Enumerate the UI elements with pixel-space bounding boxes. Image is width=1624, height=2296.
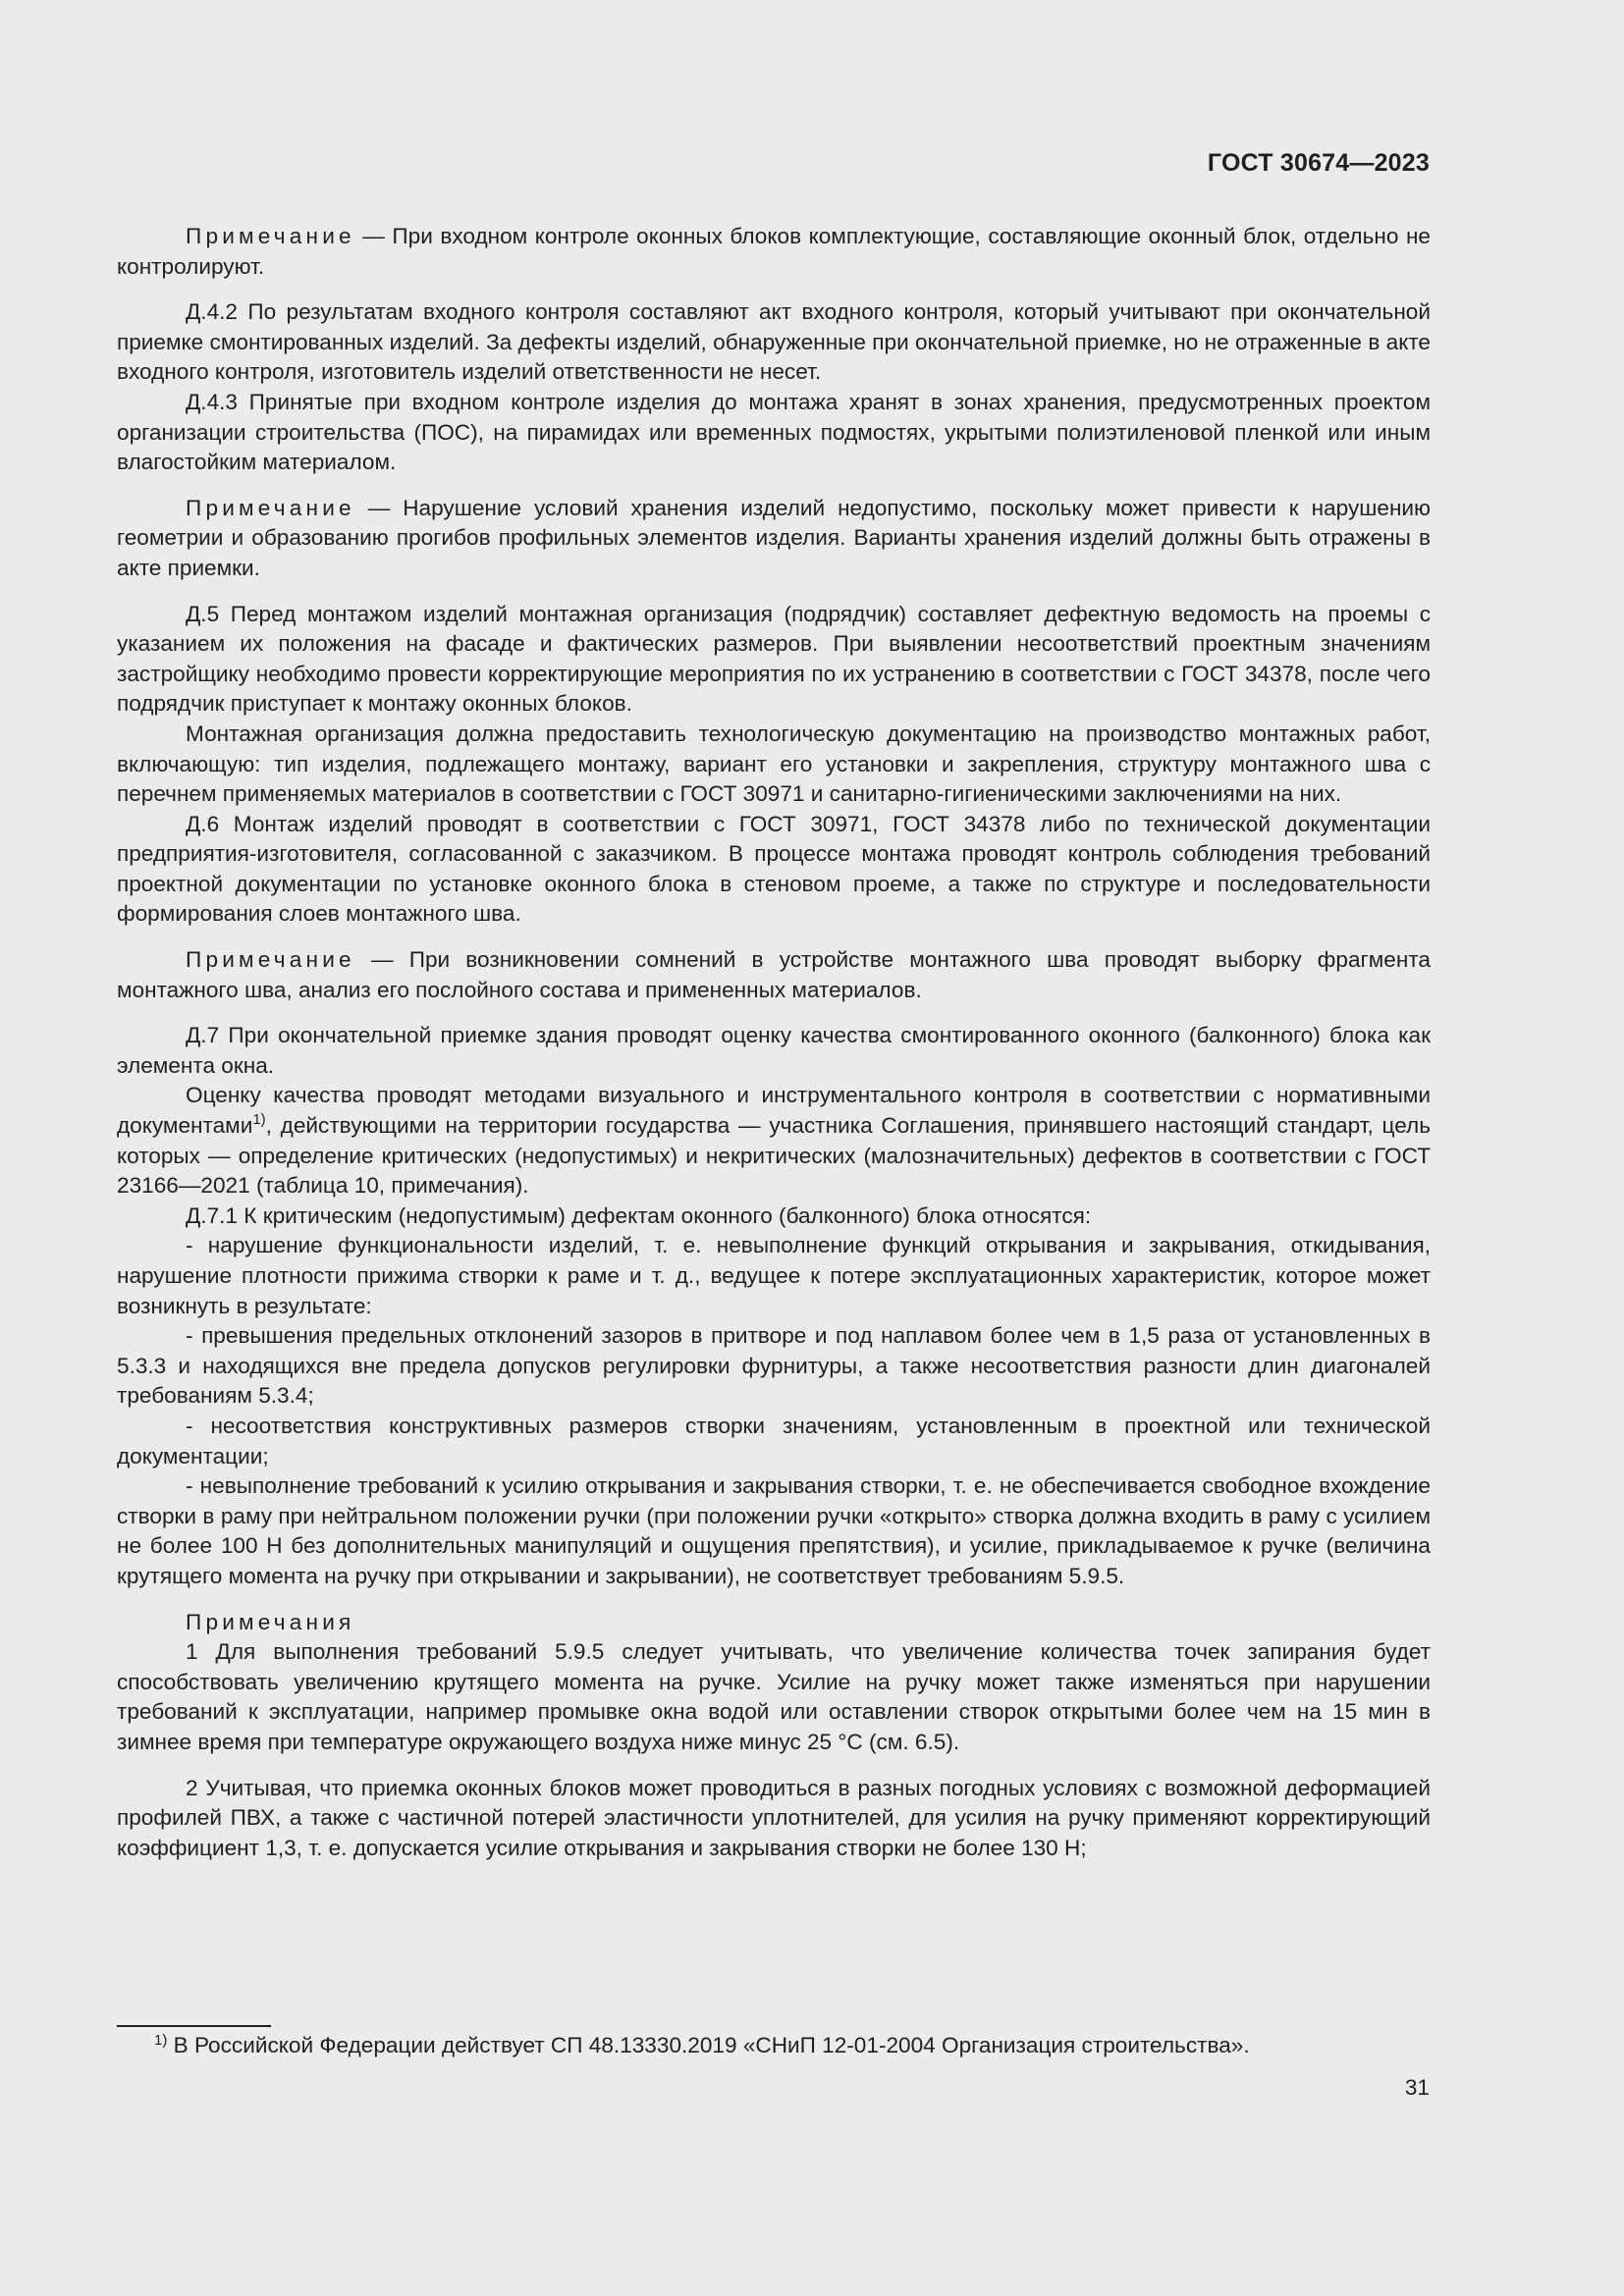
- notes-label: Примечания: [186, 1609, 355, 1634]
- footnote-marker: 1): [154, 2032, 168, 2049]
- note-text: — Нарушение условий хранения изделий недопустимо, поскольку может привести к нарушению геометрии и образованию прогибов профильных элементов изделия. Варианты хранения изделий должны быть отражены в акте приемки.: [117, 495, 1431, 580]
- list-item: - невыполнение требований к усилию открывания и закрывания створки, т. е. не обеспечивается свободное вхождение створки в раму при нейтральном положении ручки (при положении ручки «открыто» створка должна входить в раму с усилием не более 100 Н без дополнительных манипуляций и ощущения препятствия), и усилие, прикладываемое к ручке (величина крутящего момента на ручку при открывании и закрывании), не соответствует требованиям 5.9.5.: [117, 1473, 1431, 1588]
- standard-designation: ГОСТ 30674—2023: [1207, 149, 1430, 177]
- notes-heading: [117, 1608, 1431, 1638]
- note-text: — При возникновении сомнений в устройстве монтажного шва проводят выборку фрагмента монтажного шва, анализ его послойного состава и примененных материалов.: [117, 947, 1431, 1002]
- note-item-2: 2 Учитывая, что приемка оконных блоков может проводиться в разных погодных условиях с возможной деформацией профилей ПВХ, а также с частичной потерей эластичности уплотнителей, для усилия на ручку применяют корректирующий коэффициент 1,3, т. е. допускается усилие открывания и закрывания створки не более 130 Н;: [117, 1775, 1431, 1860]
- note-paragraph: [117, 494, 1431, 584]
- note-text: — При входном контроле оконных блоков комплектующие, составляющие оконный блок, отдельно не контролируют.: [117, 224, 1431, 279]
- clause-d-6: Д.6 Монтаж изделий проводят в соответствии с ГОСТ 30971, ГОСТ 34378 либо по технической документации предприятия-изготовителя, согласованной с заказчиком. В процессе монтажа проводят контроль соблюдения требований проектной документации по установке оконного блока в стеновом проеме, а также по структуре и последовательности формирования слоев монтажного шва.: [117, 811, 1431, 927]
- evaluation-text-part2: , действующими на территории государства — участника Соглашения, принявшего настоящий стандарт, цель которых — определение критических (недопустимых) и некритических (малозначительных) дефектов в соответствии с ГОСТ 23166—2021 (таблица 10, примечания).: [117, 1113, 1431, 1199]
- note-item-1: 1 Для выполнения требований 5.9.5 следует учитывать, что увеличение количества точек запирания будет способствовать увеличению крутящего момента на ручке. Усилие на ручку может также изменяться при нарушении требований к эксплуатации, например промывке окна водой или оставлении створок открытыми более чем на 15 мин в зимнее время при температуре окружающего воздуха ниже минус 25 °С (см. 6.5).: [117, 1639, 1431, 1754]
- list-item: - превышения предельных отклонений зазоров в притворе и под наплавом более чем в 1,5 раза от установленных в 5.3.3 и находящихся вне предела допусков регулировки фурнитуры, а также несоответствия разности длин диагоналей требованиям 5.3.4;: [117, 1323, 1431, 1409]
- clause-d-5-documentation: Монтажная организация должна предоставить технологическую документацию на производство монтажных работ, включающую: тип изделия, подлежащего монтажу, вариант его установки и закрепления, структуру монтажного шва с перечнем применяемых материалов в соответствии с ГОСТ 30971 и санитарно-гигиеническими заключениями на них.: [117, 721, 1431, 807]
- clause-d-7: Д.7 При окончательной приемке здания проводят оценку качества смонтированного оконного (балконного) блока как элемента окна.: [117, 1023, 1431, 1078]
- clause-d-7-evaluation: [117, 1081, 1431, 1201]
- footnote-reference: 1): [252, 1111, 266, 1129]
- note-paragraph: [117, 222, 1431, 282]
- note-label: Примечание: [186, 947, 355, 973]
- footnote: [154, 2031, 1250, 2060]
- clause-d-4-2: Д.4.2 По результатам входного контроля составляют акт входного контроля, который учитывают при окончательной приемке смонтированных изделий. За дефекты изделий, обнаруженные при окончательной приемке, но не отраженные в акте входного контроля, изготовитель изделий ответственности не несет.: [117, 299, 1431, 385]
- page-number: 31: [1404, 2075, 1430, 2100]
- footnote-text: В Российской Федерации действует СП 48.13330.2019 «СНиП 12-01-2004 Организация строительства».: [167, 2033, 1250, 2057]
- footnote-separator: [117, 2025, 271, 2027]
- page-content: [117, 222, 1431, 1863]
- list-item: - несоответствия конструктивных размеров створки значениям, установленным в проектной или технической документации;: [117, 1413, 1431, 1468]
- clause-d-7-1: Д.7.1 К критическим (недопустимым) дефектам оконного (балконного) блока относятся:: [186, 1202, 1092, 1228]
- evaluation-text-part1: Оценку качества проводят методами визуального и инструментального контроля в соответствии с нормативными документами: [117, 1083, 1431, 1139]
- clause-d-5: Д.5 Перед монтажом изделий монтажная организация (подрядчик) составляет дефектную ведомость на проемы с указанием их положения на фасаде и фактических размеров. При выявлении несоответствий проектным значениям застройщику необходимо провести корректирующие мероприятия по их устранению в соответствии с ГОСТ 34378, после чего подрядчик приступает к монтажу оконных блоков.: [117, 601, 1431, 717]
- list-item: - нарушение функциональности изделий, т. е. невыполнение функций открывания и закрывания, откидывания, нарушение плотности прижима створки к раме и т. д., ведущее к потере эксплуатационных характеристик, которое может возникнуть в результате:: [117, 1233, 1431, 1318]
- note-paragraph: [117, 945, 1431, 1005]
- note-label: Примечание: [186, 495, 355, 520]
- note-label: Примечание: [186, 224, 355, 248]
- clause-d-4-3: Д.4.3 Принятые при входном контроле изделия до монтажа хранят в зонах хранения, предусмотренных проектом организации строительства (ПОС), на пирамидах или временных подмостях, укрытыми полиэтиленовой пленкой или иным влагостойким материалом.: [117, 389, 1431, 475]
